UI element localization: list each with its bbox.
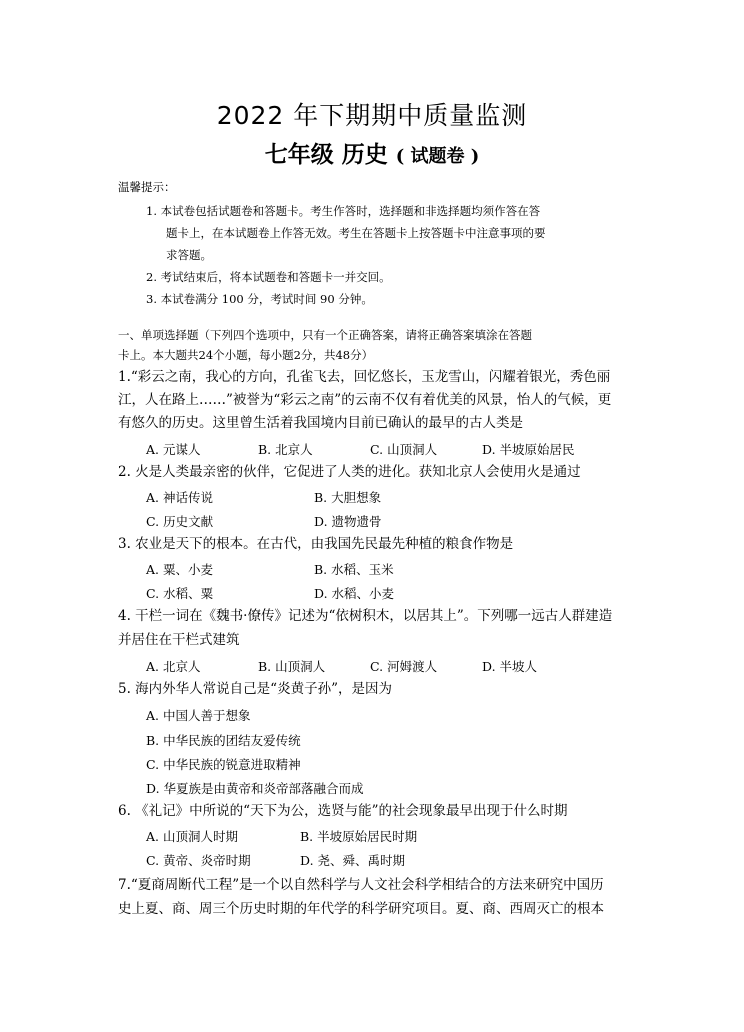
question-1-option-b: B. 北京人 <box>258 442 313 457</box>
question-1-line-3: 有悠久的历史。这里曾生活着我国境内目前已确认的最早的古人类是 <box>118 415 523 431</box>
question-3-option-c: C. 水稻、粟 <box>146 586 214 601</box>
subtitle-paren: ( 试题卷 ) <box>395 146 480 167</box>
question-5-option-b: B. 中华民族的团结友爱传统 <box>146 733 301 748</box>
question-4-option-d: D. 半坡人 <box>482 659 538 674</box>
question-6-option-c: C. 黄帝、炎帝时期 <box>146 853 251 868</box>
exam-title: 2022 年下期期中质量监测 <box>216 101 528 130</box>
question-2-line-1: 2. 火是人类最亲密的伙伴，它促进了人类的进化。获知北京人会使用火是通过 <box>118 464 581 480</box>
question-1-option-a: A. 元谋人 <box>146 442 201 457</box>
question-1-option-c: C. 山顶洞人 <box>370 442 438 457</box>
subtitle-main: 七年级 历史 <box>264 141 388 168</box>
question-4-line-1: 4. 干栏一词在《魏书·僚传》记述为“依树积木，以居其上”。下列哪一远古人群建造 <box>118 608 613 624</box>
tips-heading: 温馨提示： <box>118 180 176 194</box>
tips-item-1-line-3: 求答题。 <box>166 248 212 262</box>
exam-subtitle <box>0 136 744 169</box>
question-6-line-1: 6. 《礼记》中所说的“天下为公，选贤与能”的社会现象最早出现于什么时期 <box>118 803 568 819</box>
question-7-line-2: 史上夏、商、周三个历史时期的年代学的科学研究项目。夏、商、西周灭亡的根本 <box>118 901 604 917</box>
tips-item-1-line-1: 1. 本试卷包括试题卷和答题卡。考生作答时，选择题和非选择题均须作答在答 <box>146 204 541 218</box>
question-1-option-d: D. 半坡原始居民 <box>482 442 575 457</box>
question-5-option-c: C. 中华民族的锐意进取精神 <box>146 757 301 772</box>
question-6-option-a: A. 山顶洞人时期 <box>146 829 238 844</box>
question-7-line-1: 7.“夏商周断代工程”是一个以自然科学与人文社会科学相结合的方法来研究中国历 <box>118 877 604 893</box>
question-4-option-b: B. 山顶洞人 <box>258 659 326 674</box>
question-4-option-a: A. 北京人 <box>146 659 201 674</box>
question-4-line-2: 并居住在干栏式建筑 <box>118 632 240 648</box>
question-3-option-b: B. 水稻、玉米 <box>314 562 394 577</box>
question-2-option-a: A. 神话传说 <box>146 490 213 505</box>
question-2-option-c: C. 历史文献 <box>146 514 214 529</box>
question-5-line-1: 5. 海内外华人常说自己是“炎黄子孙”，是因为 <box>118 681 392 697</box>
question-6-option-b: B. 半坡原始居民时期 <box>300 829 418 844</box>
tips-item-1-line-2: 题卡上，在本试题卷上作答无效。考生在答题卡上按答题卡中注意事项的要 <box>166 226 546 240</box>
section-heading-line-1: 一、单项选择题（下列四个选项中，只有一个正确答案，请将正确答案填涂在答题 <box>118 328 532 342</box>
section-heading-line-2: 卡上。本大题共24个小题，每小题2分，共48分） <box>118 348 374 362</box>
question-3-option-d: D. 水稻、小麦 <box>314 586 395 601</box>
question-3-line-1: 3. 农业是天下的根本。在古代，由我国先民最先种植的粮食作物是 <box>118 536 514 552</box>
question-6-option-d: D. 尧、舜、禹时期 <box>300 853 406 868</box>
question-1-line-2: 江，人在路上……”被誉为“彩云之南”的云南不仅有着优美的风景，怡人的气候，更 <box>118 392 612 408</box>
question-1-line-1: 1.“彩云之南，我心的方向，孔雀飞去，回忆悠长，玉龙雪山，闪耀着银光，秀色丽 <box>118 369 611 385</box>
question-2-option-b: B. 大胆想象 <box>314 490 382 505</box>
question-5-option-d: D. 华夏族是由黄帝和炎帝部落融合而成 <box>146 781 364 796</box>
question-5-option-a: A. 中国人善于想象 <box>146 708 251 723</box>
question-2-option-d: D. 遗物遗骨 <box>314 514 382 529</box>
tips-item-3: 3. 本试卷满分 100 分，考试时间 90 分钟。 <box>146 292 373 306</box>
tips-item-2: 2. 考试结束后，将本试题卷和答题卡一并交回。 <box>146 270 391 284</box>
question-3-option-a: A. 粟、小麦 <box>146 562 213 577</box>
question-4-option-c: C. 河姆渡人 <box>370 659 438 674</box>
